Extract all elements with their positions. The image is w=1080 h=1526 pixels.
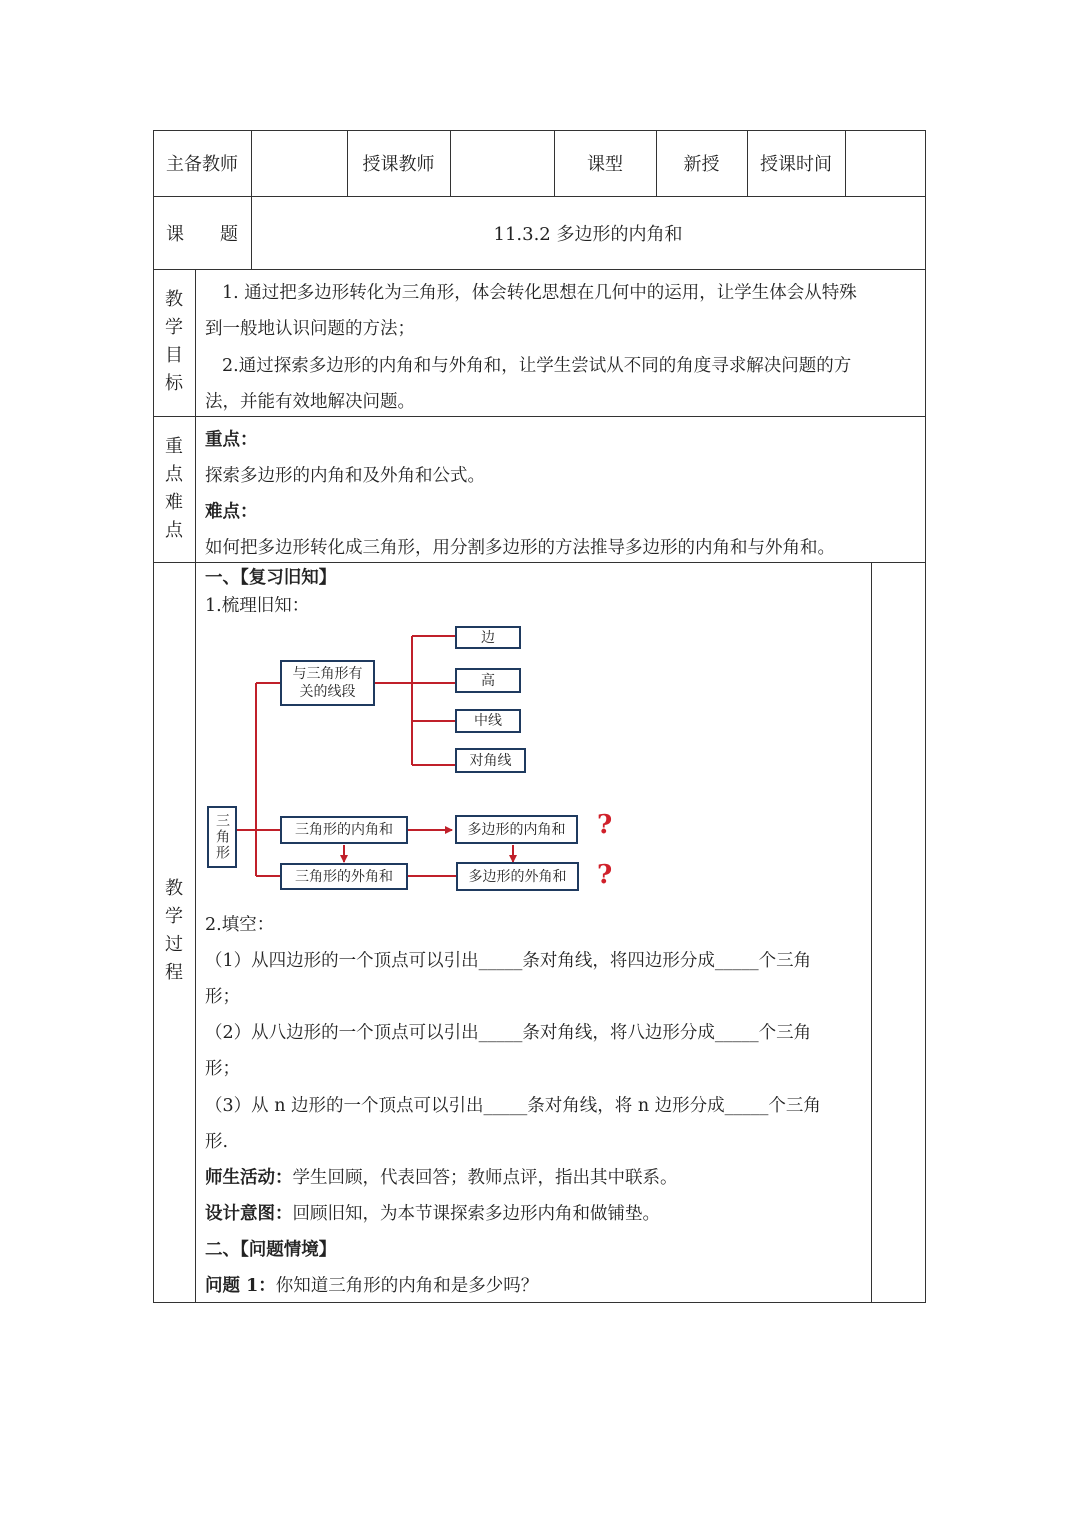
focus-title: 重点：: [205, 430, 258, 450]
goal-line: 法，并能有效地解决问题。: [205, 392, 415, 412]
difficulty-title: 难点：: [205, 502, 258, 522]
question-mark-icon: ?: [597, 810, 613, 840]
main-teacher-label: 主备教师: [166, 154, 238, 175]
label-char: 学: [165, 906, 183, 927]
time-label: 授课时间: [760, 154, 832, 175]
focus-text: 探索多边形的内角和及外角和公式。: [205, 466, 485, 486]
goal-line: 到一般地认识问题的方法；: [205, 319, 415, 339]
diagram-poly-interior-box: 多边形的内角和: [455, 815, 578, 844]
lesson-type-label: 课型: [587, 154, 623, 175]
label-char: 过: [165, 934, 183, 955]
label-char: 目: [165, 345, 183, 366]
goal-line: 2.通过探索多边形的内角和与外角和，让学生尝试从不同的角度寻求解决问题的方: [222, 356, 852, 376]
difficulty-text: 如何把多边形转化成三角形，用分割多边形的方法推导多边形的内角和与外角和。: [205, 538, 835, 558]
question-1-line2: 形；: [205, 987, 240, 1007]
activity-title: 师生活动：: [205, 1168, 293, 1188]
diagram-side-box: 边: [455, 626, 521, 649]
section2-title: 二、【问题情境】: [205, 1240, 337, 1260]
label-char: 点: [165, 464, 183, 485]
item2-text: 2.填空：: [205, 915, 275, 935]
diagram-tri-interior-box: 三角形的内角和: [280, 816, 408, 844]
question-3-line2: 形.: [205, 1132, 229, 1152]
label-char: 重: [165, 436, 183, 457]
intent-title: 设计意图：: [205, 1204, 293, 1224]
label-char: 教: [165, 878, 183, 899]
item1-text: 1.梳理旧知：: [205, 596, 310, 616]
goal-line: 1. 通过把多边形转化为三角形，体会转化思想在几何中的运用，让学生体会从特殊: [222, 283, 857, 303]
activity-line: [205, 1160, 678, 1196]
diagram-median-box: 中线: [455, 709, 521, 733]
label-char: 学: [165, 317, 183, 338]
question-3-line1: （3）从 n 边形的一个顶点可以引出_____条对角线，将 n 边形分成_____个三角: [205, 1096, 821, 1116]
teaching-teacher-label: 授课教师: [362, 154, 435, 175]
label-char: 点: [165, 520, 183, 541]
diagram-segments-box: 与三角形有关的线段: [280, 660, 375, 706]
lesson-type-value: 新授: [683, 154, 720, 175]
topic-value: 11.3.2 多边形的内角和: [493, 223, 683, 245]
diagram-tri-exterior-box: 三角形的外角和: [280, 863, 408, 890]
label-char: 程: [165, 962, 183, 983]
topic-label: 课 题: [166, 223, 238, 245]
label-char: 标: [165, 373, 183, 394]
problem1-line: [205, 1269, 538, 1303]
label-char: 教: [165, 289, 183, 310]
problem1-text: 你知道三角形的内角和是多少吗？: [275, 1276, 539, 1296]
diagram-diagonal-box: 对角线: [455, 748, 526, 773]
label-char: 难: [165, 492, 183, 513]
problem1-title: 问题 1：: [205, 1276, 276, 1296]
intent-line: [205, 1196, 660, 1232]
question-mark-icon: ?: [597, 860, 613, 890]
question-2-line2: 形；: [205, 1059, 240, 1079]
intent-text: 回顾旧知，为本节课探索多边形内角和做铺垫。: [292, 1204, 660, 1224]
diagram-poly-exterior-box: 多边形的外角和: [456, 862, 579, 891]
diagram-height-box: 高: [455, 668, 521, 693]
diagram-root-triangle: 三角形: [207, 806, 237, 868]
section1-title: 一、【复习旧知】: [205, 568, 337, 588]
activity-text: 学生回顾，代表回答；教师点评，指出其中联系。: [292, 1168, 678, 1188]
question-1-line1: （1）从四边形的一个顶点可以引出_____条对角线，将四边形分成_____个三角: [205, 951, 812, 971]
question-2-line1: （2）从八边形的一个顶点可以引出_____条对角线，将八边形分成_____个三角: [205, 1023, 812, 1043]
